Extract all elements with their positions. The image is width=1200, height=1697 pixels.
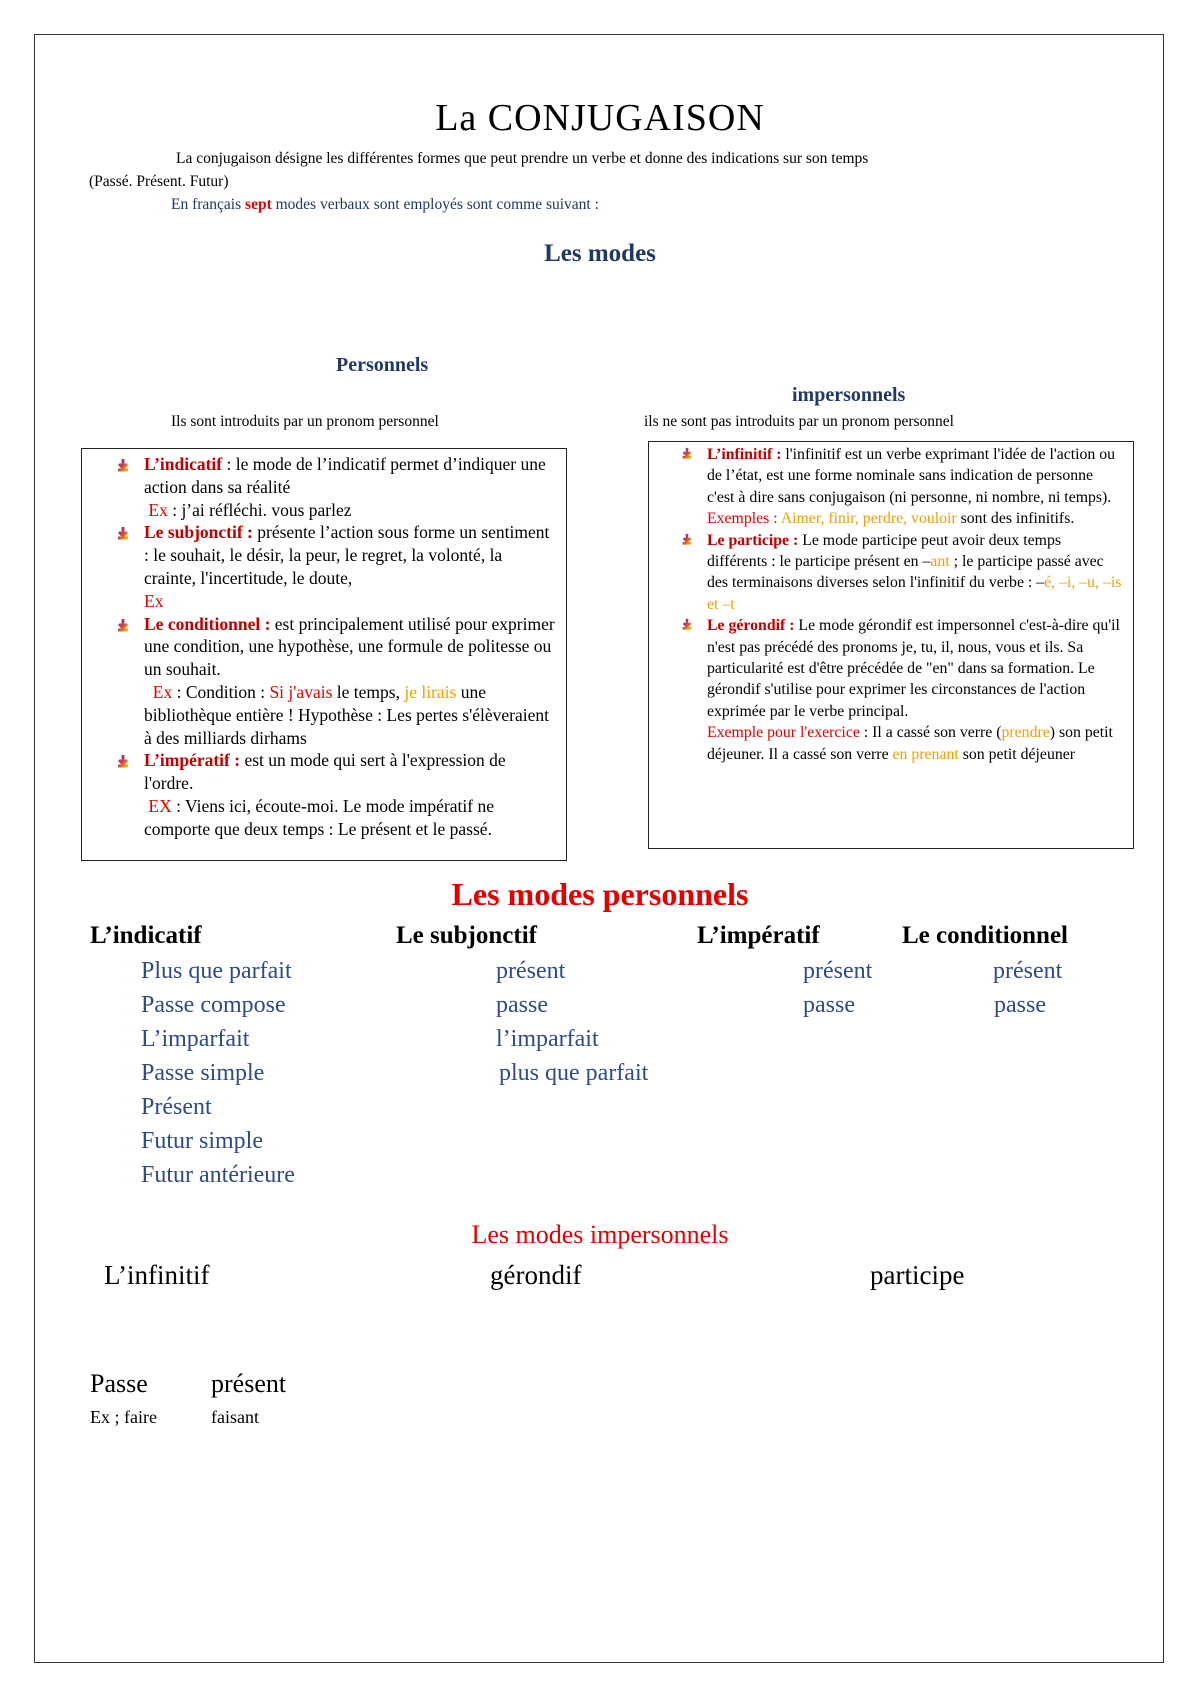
tense-item: présent	[803, 958, 873, 984]
intro-sept: sept	[245, 196, 272, 213]
tense-item: présent	[993, 958, 1063, 984]
tense-item: plus que parfait	[499, 1060, 649, 1086]
column-title-indicatif: L’indicatif	[90, 922, 202, 949]
conditionnel-text: est principalement utilisé pour exprimer une condition, une hypothèse, une formule de politesse ou un souhait.	[144, 613, 555, 680]
tense-item: Futur simple	[141, 1128, 264, 1154]
modes-heading: Les modes	[544, 240, 656, 267]
tense-item: Passe simple	[141, 1060, 265, 1086]
intro-line-1: La conjugaison désigne les différentes formes que peut prendre un verbe et donne des indications sur son temps	[176, 150, 869, 167]
intro-line-3-b: modes verbaux sont employés sont comme suivant :	[271, 196, 599, 213]
infinitif-name: L’infinitif :	[707, 446, 782, 463]
participe-col1-head: Passe	[90, 1369, 148, 1398]
tense-item: Présent	[141, 1094, 212, 1120]
tense-item: passe	[803, 992, 855, 1018]
tense-item: Futur antérieure	[141, 1162, 295, 1188]
tense-item: l’imparfait	[496, 1026, 599, 1052]
tense-item: L’imparfait	[141, 1026, 250, 1052]
indicatif-name: L’indicatif	[144, 454, 223, 474]
tense-item: passe	[994, 992, 1046, 1018]
tense-item: Plus que parfait	[141, 958, 292, 984]
infinitif-text: l'infinitif est un verbe exprimant l'idée de l'action ou de l’état, est une forme nominale sans indication de personne c'est à dire sans conjugaison (ni personne, ni nombre, ni temps).	[707, 446, 1116, 506]
participe-col2-example: faisant	[211, 1407, 259, 1427]
page-title: La CONJUGAISON	[435, 97, 765, 139]
tense-item: présent	[496, 958, 566, 984]
bullet-icon	[116, 618, 130, 632]
impersonnel-mode-item: L’infinitif	[104, 1260, 210, 1290]
participe-col1-example: Ex ; faire	[90, 1407, 157, 1427]
list-item: L’infinitif : l'infinitif est un verbe exprimant l'idée de l'action ou de l’état, est une forme nominale sans indication de personne c'est à dire sans conjugaison (ni personne, ni nombre, ni temps). Exemples : Aimer, finir, perdre, vouloir sont des infinitifs.	[685, 444, 1123, 530]
gerondif-name: Le gérondif :	[707, 617, 795, 635]
indicatif-text: le mode de l’indicatif permet d’indiquer une action dans sa réalité	[144, 454, 546, 497]
intro-line-3	[171, 196, 599, 214]
impersonnels-description: ils ne sont pas introduits par un pronom personnel	[644, 413, 954, 430]
intro-line-2: (Passé. Présent. Futur)	[89, 173, 229, 190]
bullet-icon	[681, 533, 693, 545]
list-item: L’indicatif : le mode de l’indicatif permet d’indiquer une action dans sa réalité Ex : j’ai réfléchi. vous parlez	[120, 453, 556, 521]
intro-line-3-a: En français	[171, 196, 246, 213]
list-item: L’impératif : est un mode qui sert à l'expression de l'ordre. EX : Viens ici, écoute-moi. Le mode impératif ne comporte que deux temps : Le présent et le passé.	[120, 749, 556, 840]
bullet-icon	[681, 618, 693, 630]
imperatif-text: est un mode qui sert à l'expression de l'ordre.	[144, 750, 506, 794]
list-item: Le subjonctif : présente l’action sous forme un sentiment : le souhait, le désir, la peur, le regret, la volonté, la crainte, l'incertitude, le doute, Ex	[120, 521, 556, 612]
list-item: Le conditionnel : est principalement utilisé pour exprimer une condition, une hypothèse, une formule de politesse ou un souhait. Ex : Condition : Si j'avais le temps, je lirais une bibliothèque entière ! Hypothèse : Les pertes s'élèveraient à des milliards dirhams	[120, 613, 556, 750]
imperatif-name: L’impératif :	[144, 750, 241, 771]
tense-item: Passe compose	[141, 992, 286, 1018]
gerondif-text: Le mode gérondif est impersonnel c'est-à-dire qu'il n'est pas précédé des pronoms je, tu, il, nous, vous et ils. Sa particularité est d'être précédée de "en" dans sa formation. Le gérondif s'utilise pour exprimer les circonstances de l'action exprimée par le verbe principal.	[707, 617, 1120, 720]
participe-name: Le participe :	[707, 531, 799, 549]
modes-impersonnels-heading: Les modes impersonnels	[471, 1220, 729, 1249]
subjonctif-text: présente l’action sous forme un sentiment : le souhait, le désir, la peur, le regret, la volonté, la crainte, l'incertitude, le doute,	[144, 522, 550, 588]
bullet-icon	[116, 754, 130, 768]
impersonnels-box	[648, 441, 1134, 849]
bullet-icon	[116, 458, 130, 472]
column-title-subjonctif: Le subjonctif	[396, 922, 537, 949]
impersonnel-mode-item: gérondif	[490, 1260, 582, 1290]
personnels-description: Ils sont introduits par un pronom personnel	[171, 413, 439, 430]
bullet-icon	[681, 447, 693, 459]
column-title-imperatif: L’impératif	[697, 922, 820, 949]
participe-col2-head: présent	[211, 1369, 287, 1398]
subjonctif-name: Le subjonctif :	[144, 522, 253, 543]
impersonnels-heading: impersonnels	[792, 384, 906, 406]
conditionnel-name: Le conditionnel :	[144, 613, 271, 634]
list-item: Le gérondif : Le mode gérondif est impersonnel c'est-à-dire qu'il n'est pas précédé des pronoms je, tu, il, nous, vous et ils. Sa particularité est d'être précédée de "en" dans sa formation. Le gérondif s'utilise pour exprimer les circonstances de l'action exprimée par le verbe principal. Exemple pour l'exercice : Il a cassé son verre (prendre) son petit déjeuner. Il a cassé son verre en prenant son petit déjeuner	[685, 615, 1123, 765]
personnels-heading: Personnels	[336, 354, 429, 376]
column-title-conditionnel: Le conditionnel	[902, 922, 1068, 949]
tense-item: passe	[496, 992, 548, 1018]
personnels-box	[81, 448, 567, 861]
list-item: Le participe : Le mode participe peut avoir deux temps différents : le participe présent en –ant ; le participe passé avec des terminaisons diverses selon l'infinitif du verbe : –é, –i, –u, –is et –t	[685, 530, 1123, 616]
impersonnel-mode-item: participe	[870, 1260, 965, 1290]
modes-personnels-heading: Les modes personnels	[451, 876, 749, 912]
bullet-icon	[116, 526, 130, 540]
